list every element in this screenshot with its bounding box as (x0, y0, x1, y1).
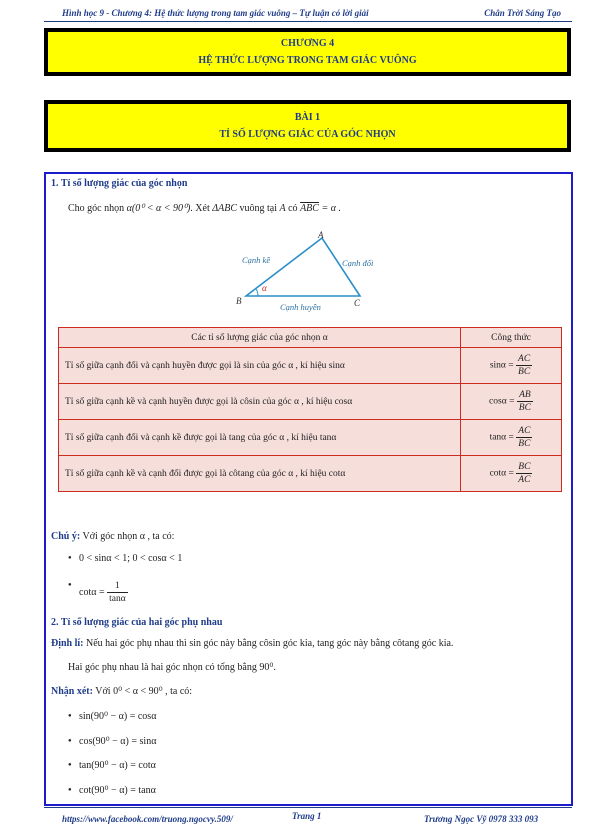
formula-fraction (516, 425, 532, 450)
section1-intro (68, 203, 341, 214)
lesson-number: BÀI 1 (294, 112, 321, 123)
triangle-figure (228, 226, 378, 312)
ratio-table (58, 327, 562, 492)
table-row (59, 384, 562, 420)
remark-formula-1: ● sin(90⁰ − α) = cosα (79, 711, 156, 722)
intro-text-a: Cho góc nhọn (68, 203, 125, 214)
bullet2-numerator: 1 (107, 580, 128, 593)
fraction-denominator: BC (518, 367, 531, 377)
intro-text-d: có (288, 203, 298, 214)
page-header (62, 8, 565, 22)
table-header-row (59, 328, 562, 348)
note-bullet-1: ● 0 < sinα < 1; 0 < cosα < 1 (79, 553, 182, 564)
table-row (59, 420, 562, 456)
theorem-text: Nếu hai góc phụ nhau thì sin góc này bằng côsin góc kia, tang góc này bằng côtang góc kia. (86, 638, 454, 649)
remark-line (51, 686, 192, 697)
note-text: Với góc nhọn α , ta có: (82, 531, 175, 542)
row-formula (461, 420, 562, 456)
intro-text-e: = α . (321, 203, 341, 214)
remark-label: Nhận xét: (51, 686, 93, 697)
footer-author: Trương Ngọc Vỹ 0978 333 093 (424, 814, 539, 824)
theorem-line-2: Hai góc phụ nhau là hai góc nhọn có tổng bằng 90⁰. (68, 662, 276, 673)
theorem-line (51, 638, 453, 649)
fraction-numerator: AC (518, 426, 531, 436)
row-formula (461, 348, 562, 384)
fraction-numerator: AC (518, 354, 531, 364)
chapter-title: HỆ THỨC LƯỢNG TRONG TAM GIÁC VUÔNG (198, 55, 417, 66)
footer-link[interactable]: https://www.facebook.com/truong.ngocvy.509/ (62, 814, 233, 824)
header-divider (44, 21, 572, 22)
row-description: Tỉ số giữa cạnh kề và cạnh huyền được gọi là côsin của góc α , kí hiệu cosα (59, 384, 461, 420)
intro-angle: $\overline{ABC}$ (300, 203, 319, 214)
intro-text-c: vuông tại (239, 203, 277, 214)
formula-fn: tanα = (489, 432, 514, 443)
label-opposite: Cạnh đối (342, 258, 374, 268)
section1-title: 1. Tỉ số lượng giác của góc nhọn (51, 178, 188, 189)
vertex-b: B (236, 296, 242, 306)
row-description: Tỉ số giữa cạnh kề và cạnh đối được gọi là côtang của góc α , kí hiệu cotα (59, 456, 461, 492)
formula-fn: sinα = (489, 360, 514, 371)
formula-fn: cosα = (489, 396, 515, 407)
row-formula (461, 384, 562, 420)
fraction-denominator: BC (518, 403, 531, 413)
remark-formula-2: ● cos(90⁰ − α) = sinα (79, 736, 156, 747)
note-bullet-2 (79, 580, 128, 605)
formula-fraction (516, 461, 532, 486)
row-description: Tỉ số giữa cạnh đối và cạnh huyền được gọi là sin của góc α , kí hiệu sinα (59, 348, 461, 384)
label-adjacent: Cạnh kề (242, 255, 271, 265)
angle-label: α (262, 283, 267, 293)
bullet2-denominator: tanα (109, 594, 126, 604)
vertex-a: A (318, 230, 324, 240)
section2-title: 2. Tỉ số lượng giác của hai góc phụ nhau (51, 617, 223, 628)
intro-alpha: α(0⁰ < α < 90⁰) (126, 203, 191, 214)
remark-text: Với 0⁰ < α < 90⁰ , ta có: (95, 686, 193, 697)
vertex-c: C (354, 298, 361, 308)
page-number: Trang 1 (292, 811, 322, 821)
intro-triangle: ΔABC (212, 203, 237, 214)
table-row (59, 348, 562, 384)
table-row (59, 456, 562, 492)
row-formula (461, 456, 562, 492)
bullet2-fn: cotα = (79, 586, 105, 598)
chapter-banner (44, 28, 571, 76)
remark-formula-4: ● cot(90⁰ − α) = tanα (79, 785, 156, 796)
formula-fn: cotα = (489, 468, 514, 479)
fraction-denominator: AC (518, 475, 531, 485)
row-description: Tỉ số giữa cạnh đối và cạnh kề được gọi là tang của góc α , kí hiệu tanα (59, 420, 461, 456)
table-header-left: Các tỉ số lượng giác của góc nhọn α (59, 328, 461, 348)
chapter-number: CHƯƠNG 4 (280, 38, 335, 49)
fraction-numerator: AB (517, 389, 533, 402)
label-hypotenuse: Cạnh huyền (280, 302, 321, 312)
table-header-right: Công thức (461, 328, 562, 348)
theorem-label: Định lí: (51, 638, 84, 649)
fraction-numerator: BC (518, 462, 531, 472)
lesson-banner (44, 100, 571, 152)
intro-vertex: A (279, 203, 286, 214)
angle-arc (256, 289, 258, 296)
header-right: Chân Trời Sáng Tạo (484, 8, 561, 18)
note-line (51, 531, 174, 542)
intro-text-b: . Xét (190, 203, 210, 214)
formula-fraction (516, 353, 532, 378)
footer-divider (44, 807, 572, 808)
fraction-denominator: BC (518, 439, 531, 449)
note-label: Chú ý: (51, 531, 81, 542)
header-left: Hình học 9 - Chương 4: Hệ thức lượng trong tam giác vuông – Tự luận có lời giải (62, 8, 369, 18)
formula-fraction (517, 389, 533, 414)
bullet2-fraction (107, 580, 128, 605)
remark-formula-3: ● tan(90⁰ − α) = cotα (79, 760, 156, 771)
lesson-title: TỈ SỐ LƯỢNG GIÁC CỦA GÓC NHỌN (219, 129, 396, 140)
